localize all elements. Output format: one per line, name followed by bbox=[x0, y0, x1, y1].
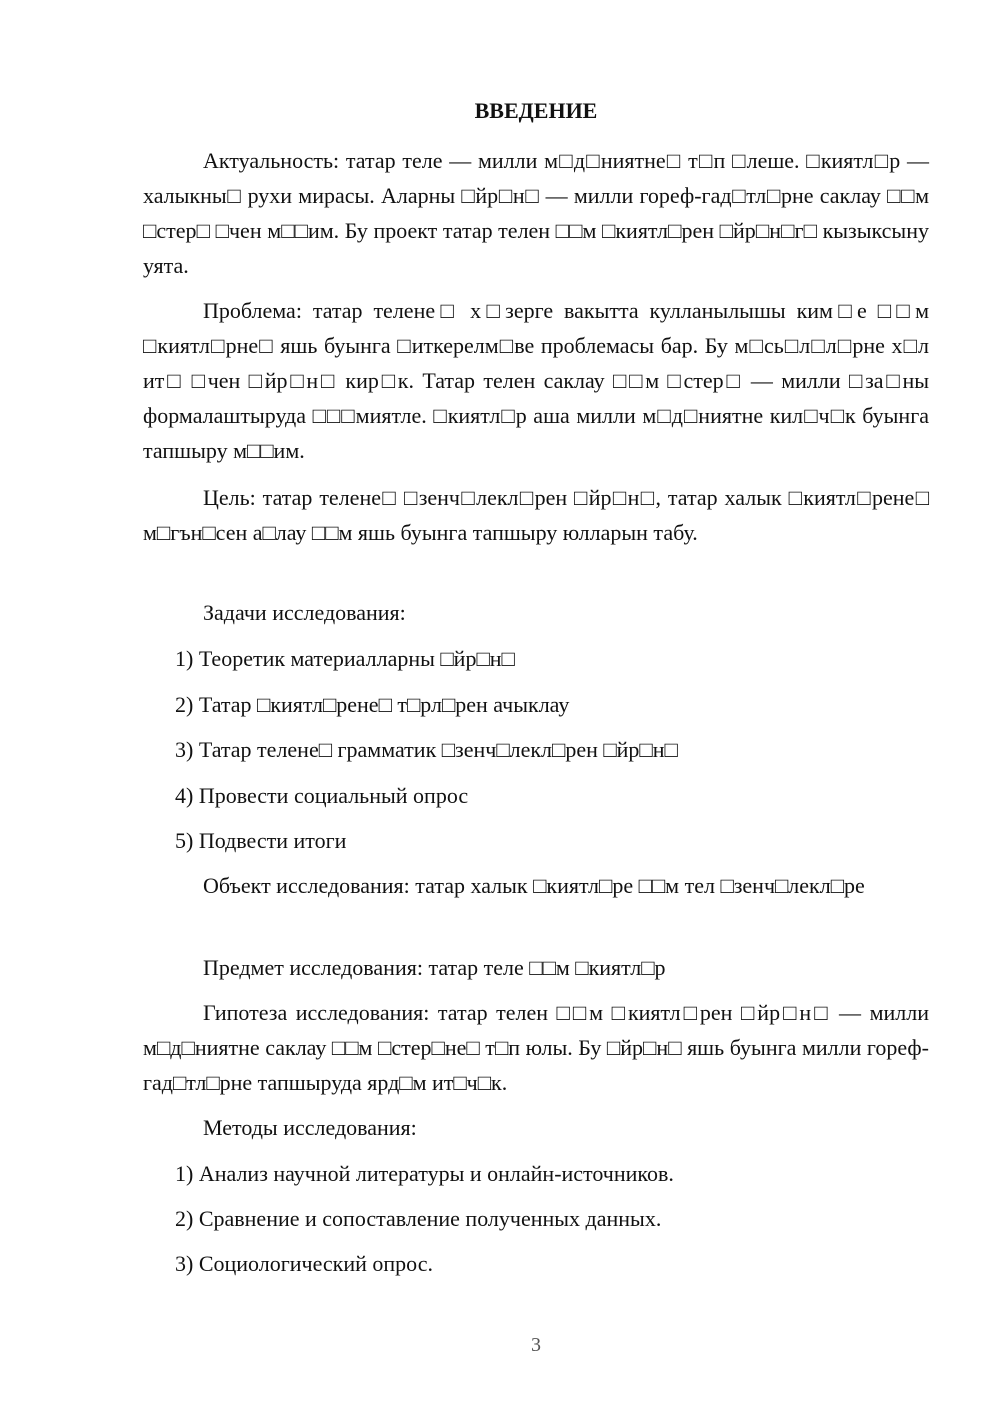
tasks-heading: Задачи исследования: bbox=[203, 600, 406, 625]
method-item-3: 3) Социологический опрос. bbox=[175, 1251, 433, 1276]
task-item-3: 3) Татар телене□ грамматик □зенч□лекл□рен □йр□н□ bbox=[175, 737, 678, 762]
methods-heading: Методы исследования: bbox=[203, 1115, 417, 1140]
task-item-1: 1) Теоретик материалларны □йр□н□ bbox=[175, 646, 515, 671]
paragraph-subject: Предмет исследования: татар теле □□м □киятл□р bbox=[203, 955, 666, 980]
method-item-2: 2) Сравнение и сопоставление полученных данных. bbox=[175, 1206, 662, 1231]
page-title: ВВЕДЕНИЕ bbox=[474, 98, 598, 123]
page-number: 3 bbox=[531, 1334, 541, 1356]
task-item-2: 2) Татар □киятл□рене□ т□рл□рен ачыклау bbox=[175, 692, 570, 717]
paragraph-problem: Проблема: татар телене□ х□зерге вакытта кулланылышы ким□е □□м □киятл□рне□ яшь буынга □иткерелм□ве проблемасы бар. Бу м□сь□л□л□рне х□л ит□ □чен □йр□н□ кир□к. Татар телен саклау □□м □стер□ — милли □за□ны формалаштыруда □□□миятле. □киятл□р аша милли м□д□ниятне кил□ч□к буынга тапшыру м□□им. bbox=[143, 298, 929, 463]
task-item-4: 4) Провести социальный опрос bbox=[175, 783, 469, 808]
paragraph-goal: Цель: татар телене□ □зенч□лекл□рен □йр□н□, татар халык □киятл□рене□ м□гън□сен а□лау □□м яшь буынга тапшыру юлларын табу. bbox=[143, 485, 929, 545]
paragraph-object: Объект исследования: татар халык □киятл□ре □□м тел □зенч□лекл□ре bbox=[203, 873, 865, 898]
method-item-1: 1) Анализ научной литературы и онлайн-источников. bbox=[175, 1161, 674, 1186]
paragraph-relevance: Актуальность: татар теле — милли м□д□ниятне□ т□п □леше. □киятл□р — халыкны□ рухи мирасы. Аларны □йр□н□ — милли гореф-гад□тл□рне саклау □□м □стер□ □чен м□□им. Бу проект татар телен □□м □киятл□рен □йр□н□г□ кызыксыну уята. bbox=[143, 148, 929, 278]
task-item-5: 5) Подвести итоги bbox=[175, 828, 347, 853]
paragraph-hypothesis: Гипотеза исследования: татар телен □□м □киятл□рен □йр□н□ — милли м□д□ниятне саклау □□м □стер□не□ т□п юлы. Бу □йр□н□ яшь буынга милли гореф-гад□тл□рне тапшыруда ярд□м ит□ч□к. bbox=[143, 1000, 929, 1095]
